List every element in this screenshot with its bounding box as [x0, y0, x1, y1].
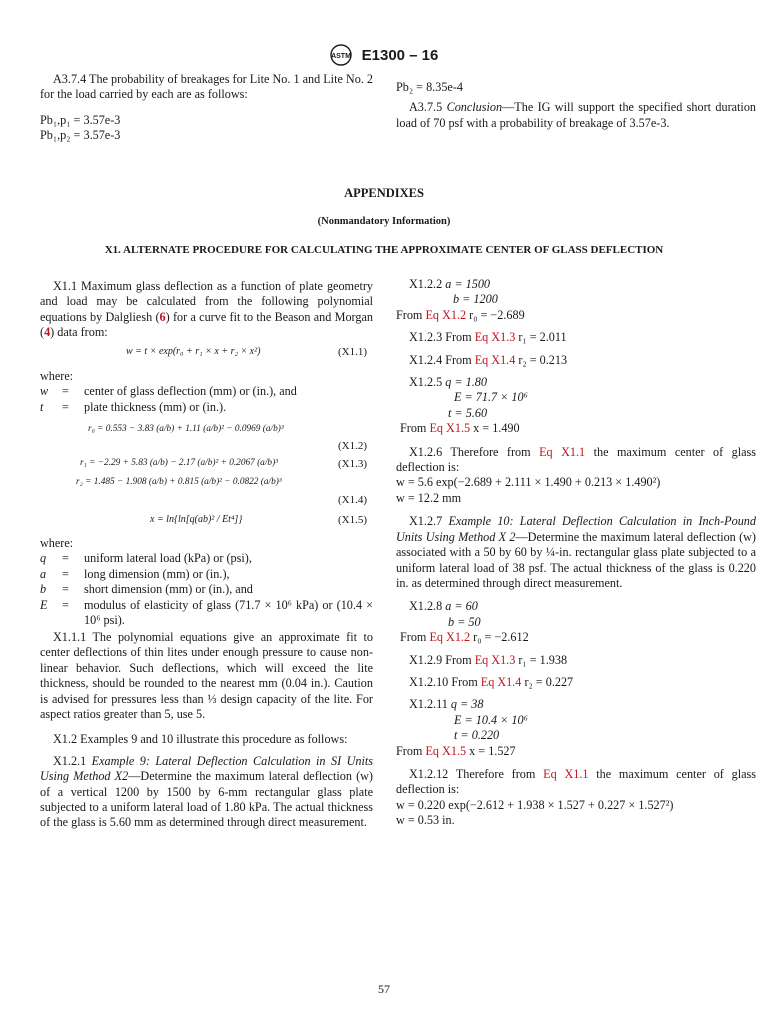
x1211-E-value: E = 10.4 × 10⁶: [454, 712, 528, 727]
x121-label: Example 9: Lateral Deflection Calculation in SI Units Using Method X2: [40, 753, 374, 784]
eq-x14-link[interactable]: Eq X1.4: [474, 352, 516, 367]
standard-code: E1300 – 16: [361, 46, 439, 64]
equation-x11: w = t × exp(r₀ + r₁ × x + r₂ × x²): [126, 346, 261, 357]
x11-text-post: ) data from:: [50, 325, 108, 340]
x11-text-mid: ) for a curve fit to the Beason and Morgan (: [40, 309, 373, 340]
a375-text: —The IG will support the specified short duration load of 70 psf with a probability of breakage of 3.57e-3.: [396, 100, 757, 130]
eq-x13-link[interactable]: Eq X1.3: [474, 330, 516, 345]
a374-paragraph: A3.7.4 The probability of breakages for Lite No. 1 and Lite No. 2 for the load carried by each are as follows:: [40, 72, 373, 102]
def-row-w: w = center of glass deflection (mm) or (in.), and: [40, 384, 297, 399]
ref-6-link[interactable]: 6: [159, 309, 166, 324]
x128-number: X1.2.8: [409, 599, 443, 614]
appendixes-subtitle: (Nonmandatory Information): [317, 216, 451, 227]
def-row-q: q = uniform lateral load (kPa) or (psi),: [40, 551, 373, 566]
x1-title: X1. ALTERNATE PROCEDURE FOR CALCULATING THE APPROXIMATE CENTER OF GLASS DEFLECTION: [104, 244, 664, 256]
x1210-text: X1.2.10 From: [409, 674, 478, 689]
x126-text-pre: X1.2.6 Therefore from: [409, 444, 531, 459]
x1211-t-value: t = 0.220: [454, 728, 500, 743]
def-text: long dimension (mm) or (in.),: [84, 566, 230, 581]
x128-a-value: a = 60: [445, 599, 478, 614]
x121-paragraph: [40, 754, 373, 831]
x1211-number: X1.2.11: [409, 697, 448, 712]
x127-paragraph: [396, 514, 756, 591]
w-expression-1: w = 5.6 exp(−2.689 + 2.111 × 1.490 + 0.213 × 1.490²): [396, 475, 661, 490]
equation-x14: r₂ = 1.485 − 1.908 (a/b) + 0.815 (a/b)² − 0.0822 (a/b)³: [76, 477, 282, 487]
x125-number: X1.2.5: [409, 375, 443, 390]
x129-text: X1.2.9 From: [409, 652, 472, 667]
x125-q-line: [396, 375, 756, 390]
eq-x14-link[interactable]: Eq X1.4: [480, 674, 522, 689]
def-text: uniform lateral load (kPa) or (psi),: [84, 551, 252, 566]
x125-E-value: E = 71.7 × 10⁶: [454, 390, 528, 405]
eq-x15-link[interactable]: Eq X1.5: [425, 743, 467, 758]
def-symbol: a: [40, 566, 47, 581]
def-symbol: w: [40, 384, 49, 399]
eq-x11-link[interactable]: Eq X1.1: [543, 766, 589, 781]
from-text: From: [400, 630, 427, 645]
def-symbol: t: [40, 399, 44, 414]
from-text: From: [396, 307, 423, 322]
definitions-table-2: [40, 551, 373, 628]
from-text: From: [396, 743, 423, 758]
def-symbol: q: [40, 551, 47, 566]
section-x11: [40, 279, 373, 341]
r1-value: r₁ = 2.011: [518, 330, 567, 345]
x11-paragraph: [40, 279, 373, 341]
def-text: plate thickness (mm) or (in.).: [84, 399, 227, 414]
eq-x12-link[interactable]: Eq X1.2: [425, 307, 467, 322]
x11-text-pre: X1.1 Maximum glass deflection as a function of plate geometry and load may be calculated from the following polynomial equations by Dalgliesh (: [40, 279, 373, 324]
def-text: modulus of elasticity of glass (71.7 × 10⁶ kPa) or (10.4 × 10⁶ psi).: [84, 597, 373, 628]
section-a374: [40, 72, 373, 144]
r2-value: r₂ = 0.227: [524, 674, 574, 689]
x122-line-a: [396, 277, 756, 292]
w-result-1: w = 12.2 mm: [396, 490, 462, 505]
w-expression-2: w = 0.220 exp(−2.612 + 1.938 × 1.527 + 0.227 × 1.527²): [396, 797, 674, 812]
pb2-right-value: Pb₂ = 8.35e-4: [396, 80, 463, 94]
x127-text: —Determine the maximum lateral deflection (w) associated with a 50 by 60 by ¼-in. rectangular glass plate subjected to a uniform lateral load of 38 psf. The actual thickness of the glass is 0.220 in. as determined through direct measurement.: [396, 529, 756, 590]
where-block-1: [40, 369, 373, 415]
x-value: x = 1.490: [473, 421, 520, 436]
eq-x15-link[interactable]: Eq X1.5: [429, 421, 471, 436]
x-value: x = 1.527: [469, 743, 516, 758]
def-symbol: E: [40, 597, 48, 612]
x1210-line: [396, 675, 756, 690]
x123-text: X1.2.3 From: [409, 330, 472, 345]
x128-from-line: [396, 630, 756, 645]
x122-b-value: b = 1200: [453, 292, 498, 307]
x1211-q-value: q = 38: [450, 697, 484, 712]
x121-number: X1.2.1: [53, 753, 87, 768]
def-text: center of glass deflection (mm) or (in.), and: [84, 384, 297, 399]
r1-value: r₁ = 1.938: [518, 652, 568, 667]
x122-from-line: [396, 308, 756, 323]
x125-q-value: q = 1.80: [445, 375, 487, 390]
x122-a-value: a = 1500: [445, 277, 491, 291]
equation-x12-number: (X1.2): [338, 440, 368, 452]
right-column-examples: [396, 277, 756, 829]
ref-4-link[interactable]: 4: [44, 325, 51, 340]
equation-x13-number: (X1.3): [338, 458, 368, 470]
eq-x11-link[interactable]: Eq X1.1: [539, 444, 586, 459]
x1211-q-line: [396, 697, 756, 712]
x127-label: Example 10: Lateral Deflection Calculation in Inch-Pound Units Using Method X 2: [396, 514, 756, 544]
x1212-text-post: the maximum center of glass deflection is:: [396, 766, 756, 797]
equation-x12: r₀ = 0.553 − 3.83 (a/b) + 1.11 (a/b)² − 0.0969 (a/b)³: [88, 424, 284, 434]
x128-line-a: [396, 599, 756, 614]
where-block-2: [40, 536, 373, 628]
x123-line: [396, 330, 756, 345]
x124-text: X1.2.4 From: [409, 352, 472, 367]
w-result-2: w = 0.53 in.: [396, 813, 455, 828]
where-label-2: where:: [40, 536, 74, 550]
r2-value: r₂ = 0.213: [518, 352, 568, 367]
x125-from-line: [396, 421, 756, 436]
def-text: short dimension (mm) or (in.), and: [84, 582, 253, 597]
x12-paragraph: X1.2 Examples 9 and 10 illustrate this procedure as follows:: [53, 732, 348, 747]
eq-x12-link[interactable]: Eq X1.2: [429, 630, 471, 645]
appendixes-title: APPENDIXES: [344, 186, 424, 200]
pb2-value: Pb₁,p₂ = 3.57e-3: [40, 128, 121, 143]
section-a375: [396, 80, 756, 131]
page-header: [0, 44, 768, 66]
def-row-a: a = long dimension (mm) or (in.),: [40, 567, 373, 582]
x127-number: X1.2.7: [409, 514, 443, 529]
equation-x15: x = ln{ln[q(ab)² / Et⁴]}: [150, 514, 243, 525]
a375-label: Conclusion: [446, 100, 503, 115]
a375-number: A3.7.5: [409, 100, 443, 115]
eq-x13-link[interactable]: Eq X1.3: [474, 652, 516, 667]
x129-line: [396, 653, 756, 668]
where-label-1: where:: [40, 369, 74, 383]
equation-x11-number: (X1.1): [338, 346, 368, 358]
astm-logo-icon: [330, 44, 352, 66]
equation-x15-number: (X1.5): [338, 514, 368, 526]
def-row-E: E = modulus of elasticity of glass (71.7 × 10⁶ kPa) or (10.4 × 10⁶ psi).: [40, 597, 373, 628]
r0-value: r₀ = −2.689: [469, 307, 525, 322]
x124-line: [396, 353, 756, 368]
x1212-text-pre: X1.2.12 Therefore from: [409, 766, 536, 781]
x1211-from-line: [396, 744, 756, 759]
equation-x13: r₁ = −2.29 + 5.83 (a/b) − 2.17 (a/b)² + 0.2067 (a/b)³: [80, 458, 278, 468]
x1212-paragraph: [396, 767, 756, 798]
x126-paragraph: [396, 445, 756, 476]
x122-number: X1.2.2: [409, 277, 443, 291]
x111-paragraph: X1.1.1 The polynomial equations give an approximate fit to center deflections of thin lites under enough pressure to cause non-linear behavior. Such deflections, which will exceed the lite thickness, should be rounded to the nearest mm (0.04 in.). Caution is advised for pressures less than ⅓ design capacity of the lite. For aspect ratios greater than 5, use 5.: [40, 630, 373, 722]
definitions-table-1: [40, 384, 297, 415]
pb1-value: Pb₁,p₁ = 3.57e-3: [40, 112, 121, 127]
equation-x14-number: (X1.4): [338, 494, 368, 506]
x125-t-value: t = 5.60: [448, 405, 488, 420]
a375-paragraph: [396, 100, 756, 131]
x121-text: —Determine the maximum lateral deflection (w) of a vertical 1200 by 1500 by 6-mm rectangular glass plate subjected to a uniform lateral load of 1.80 kPa. The actual thickness of the glass is 5.60 mm as determined through direct measurement.: [40, 769, 373, 830]
r0-value: r₀ = −2.612: [473, 630, 529, 645]
def-symbol: b: [40, 582, 47, 597]
svg-text:ASTM: ASTM: [330, 53, 351, 60]
def-row-t: t = plate thickness (mm) or (in.).: [40, 400, 297, 415]
section-x111: [40, 630, 373, 831]
def-row-b: b = short dimension (mm) or (in.), and: [40, 582, 373, 597]
from-text: From: [400, 421, 427, 436]
x126-text-post: the maximum center of glass deflection is:: [396, 444, 757, 475]
x128-b-value: b = 50: [448, 614, 481, 629]
page-number: 57: [378, 982, 390, 996]
